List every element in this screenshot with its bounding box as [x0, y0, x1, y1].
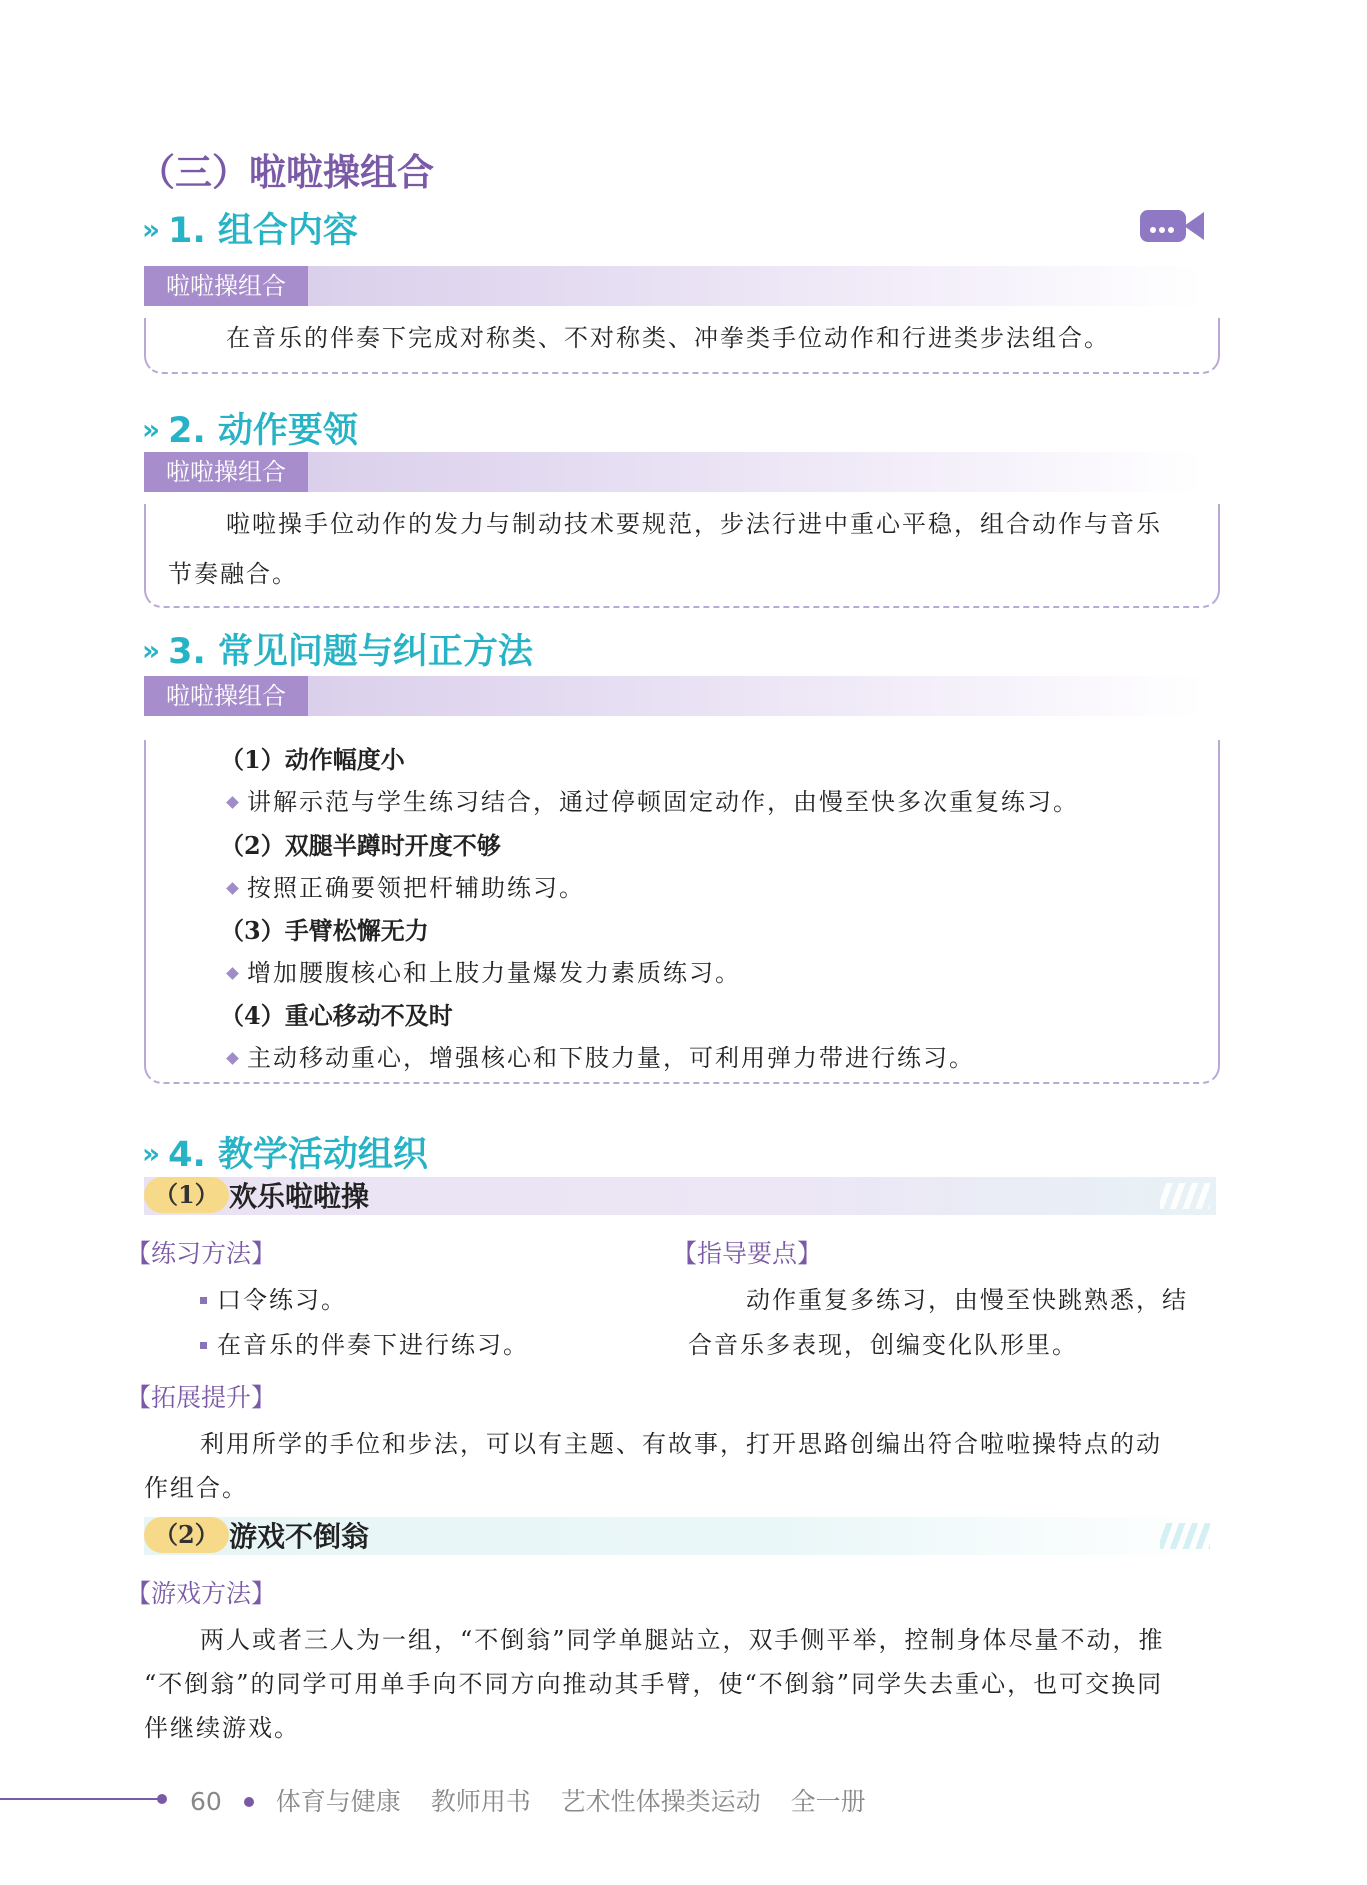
extension-line-2: 作组合。 [144, 1474, 248, 1502]
page-number: 60 [190, 1787, 222, 1816]
subsection-4-heading: 4. 教学活动组织 [168, 1135, 428, 1175]
guidance-label: 【指导要点】 [672, 1239, 823, 1268]
practice-item-2-text: 在音乐的伴奏下进行练习。 [217, 1331, 529, 1359]
footer [190, 1782, 866, 1818]
guidance-line-1: 动作重复多练习，由慢至快跳熟悉，结 [746, 1286, 1188, 1314]
practice-item-1 [200, 1280, 347, 1315]
fix-text-1: 讲解示范与学生练习结合，通过停顿固定动作，由慢至快多次重复练习。 [247, 788, 1079, 816]
problem-heading-1: （1）动作幅度小 [220, 745, 405, 774]
fix-line-4 [228, 1038, 975, 1073]
topic-tag-1: 啦啦操组合 [144, 266, 308, 306]
problem-heading-4: （4）重心移动不及时 [220, 1001, 453, 1030]
activity-1-title: 欢乐啦啦操 [229, 1180, 370, 1213]
fix-line-3 [228, 953, 741, 988]
subsection-3-heading: 3. 常见问题与纠正方法 [168, 632, 533, 672]
problem-heading-3: （3）手臂松懈无力 [220, 916, 429, 945]
topic-band-2 [144, 452, 1204, 492]
diamond-bullet-icon [226, 967, 239, 980]
activity-1-number: （1） [144, 1177, 229, 1213]
practice-method-label: 【练习方法】 [126, 1239, 277, 1268]
chevron-icon: » [142, 1137, 161, 1170]
fix-line-1 [228, 782, 1079, 817]
game-method-label: 【游戏方法】 [126, 1579, 277, 1608]
content-text-1: 在音乐的伴奏下完成对称类、不对称类、冲拳类手位动作和行进类步法组合。 [226, 324, 1110, 352]
chevron-icon: » [142, 413, 161, 446]
content-text-2-line2: 节奏融合。 [168, 560, 298, 588]
square-bullet-icon [200, 1342, 207, 1349]
diamond-bullet-icon [226, 796, 239, 809]
fix-text-3: 增加腰腹核心和上肢力量爆发力素质练习。 [247, 959, 741, 987]
book-topic: 艺术性体操类运动 [560, 1787, 761, 1816]
fix-line-2 [228, 868, 585, 903]
fix-text-2: 按照正确要领把杆辅助练习。 [247, 874, 585, 902]
game-text-line-2: “不倒翁”的同学可用单手向不同方向推动其手臂，使“不倒翁”同学失去重心，也可交换同 [144, 1670, 1164, 1698]
practice-item-2 [200, 1325, 529, 1360]
subsection-1-heading: 1. 组合内容 [168, 211, 358, 251]
footer-rule [0, 1798, 160, 1800]
book-kind: 教师用书 [430, 1787, 531, 1816]
decorative-stripes [1160, 1523, 1210, 1549]
topic-band-1 [144, 266, 1204, 306]
subsection-1-title [142, 203, 358, 253]
activity-2-number: （2） [144, 1517, 229, 1553]
fix-text-4: 主动移动重心，增强核心和下肢力量，可利用弹力带进行练习。 [247, 1044, 975, 1072]
activity-2-title: 游戏不倒翁 [229, 1520, 370, 1553]
content-text-2-line1: 啦啦操手位动作的发力与制动技术要规范，步法行进中重心平稳，组合动作与音乐 [226, 510, 1162, 538]
chevron-icon: » [142, 634, 161, 667]
topic-band-3 [144, 676, 1204, 716]
problem-heading-2: （2）双腿半蹲时开度不够 [220, 831, 501, 860]
footer-dot [157, 1794, 167, 1804]
footer-dot [244, 1797, 254, 1807]
subsection-2-heading: 2. 动作要领 [168, 411, 358, 451]
activity-1-band [144, 1177, 1216, 1215]
diamond-bullet-icon [226, 1052, 239, 1065]
topic-tag-3: 啦啦操组合 [144, 676, 308, 716]
extension-label: 【拓展提升】 [126, 1383, 277, 1412]
game-text-line-1: 两人或者三人为一组，“不倒翁”同学单腿站立，双手侧平举，控制身体尽量不动，推 [200, 1626, 1165, 1654]
practice-item-1-text: 口令练习。 [217, 1286, 347, 1314]
extension-line-1: 利用所学的手位和步法，可以有主题、有故事，打开思路创编出符合啦啦操特点的动 [200, 1430, 1162, 1458]
subsection-4-title [142, 1127, 428, 1177]
topic-tag-2: 啦啦操组合 [144, 452, 308, 492]
book-title: 体育与健康 [275, 1787, 401, 1816]
activity-2-band [144, 1517, 1216, 1555]
square-bullet-icon [200, 1297, 207, 1304]
decorative-stripes [1160, 1183, 1210, 1209]
game-text-line-3: 伴继续游戏。 [144, 1714, 300, 1742]
subsection-2-title [142, 403, 358, 453]
subsection-3-title [142, 624, 533, 674]
chevron-icon: » [142, 213, 161, 246]
book-volume: 全一册 [790, 1787, 866, 1816]
diamond-bullet-icon [226, 882, 239, 895]
guidance-line-2: 合音乐多表现，创编变化队形里。 [688, 1331, 1078, 1359]
video-camera-icon[interactable] [1140, 206, 1204, 246]
section-title: （三）啦啦操组合 [138, 151, 434, 194]
